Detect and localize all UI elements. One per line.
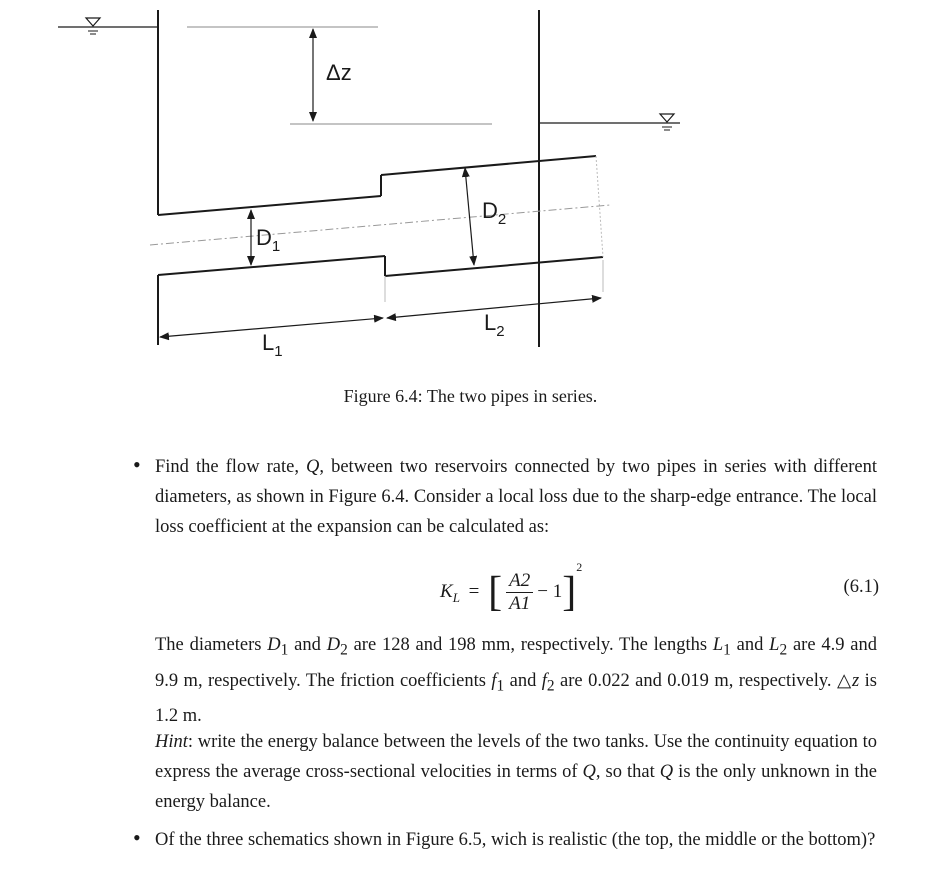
delta-z-label: Δz [326,60,352,85]
equation-6-1: $K_L$ = [ $\frac{A2}{A1}$ − 1]$^2$ [440,560,583,616]
equation-number: (6.1) [843,577,879,597]
figure-caption: Figure 6.4: The two pipes in series. [343,386,598,406]
l1-label: $L_1$ [262,330,283,360]
pipe-expansion [381,175,385,276]
problem-1-text: Find the flow rate, Q, between two reservoirs connected by two pipes in series with different diameters, as shown in Figure 6.4. Consider a local loss due to the sharp-edge entrance. The local loss coefficient at the expansion can be calculated as: [155,457,877,537]
bullet-2: • [133,825,141,850]
problem-1-parameters: The diameters $D_1$ and $D_2$ are 128 and 198 mm, respectively. The lengths $L_1$ and $L_2$ are 4.9 and 9.9 m, respectively. The friction coefficients $f_1$ and $f_2$ are 0.022 and 0.019 m, respectively. △z is 1.2 m. [155,635,878,727]
bullet-1: • [133,452,141,477]
d1-label: $D_1$ [256,225,281,255]
problem-2-text: Of the three schematics shown in Figure 6.5, wich is realistic (the top, the middle or the bottom)? [155,830,876,850]
pipe-centerline [150,205,610,245]
pipes-in-series-figure [0,0,941,360]
d2-label: $D_2$ [482,198,507,228]
l2-label: $L_2$ [484,310,505,340]
left-water-level-icon [58,18,158,34]
problem-1-hint: Hint: write the energy balance between the levels of the two tanks. Use the continuity equation to express the average cross-sectional velocities in terms of Q, so that Q is the only unknown in the energy balance. [155,732,877,812]
right-water-level-icon [539,114,680,130]
